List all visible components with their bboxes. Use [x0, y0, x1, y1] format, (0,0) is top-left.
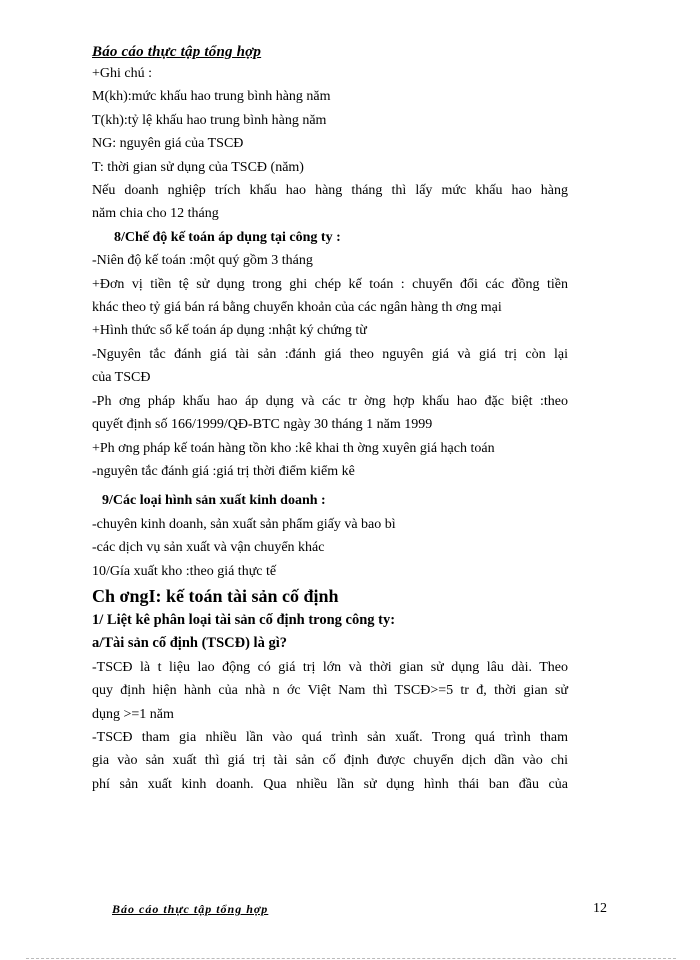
text-line: -Ph ơng pháp khấu hao áp dụng và các tr ờng hợp khấu hao đặc biệt :theo — [92, 393, 568, 409]
text-line: của TSCĐ — [92, 370, 151, 386]
text-line: -TSCĐ là t liệu lao động có giá trị lớn và thời gian sử dụng lâu dài. Theo — [92, 659, 568, 675]
text-line: quy định hiện hành của nhà n ớc Việt Nam thì TSCĐ>=5 tr đ, thời gian sử — [92, 683, 568, 699]
section-heading: 8/Chế độ kế toán áp dụng tại công ty : — [114, 229, 341, 245]
page-footer: Báo cáo thực tập tổng hợp — [112, 902, 269, 916]
page-number: 12 — [593, 901, 607, 916]
text-line: Nếu doanh nghiệp trích khấu hao hàng tháng thì lấy mức khấu hao hàng — [92, 183, 568, 199]
text-line: 10/Gía xuất kho :theo giá thực tế — [92, 563, 277, 579]
text-line: -TSCĐ tham gia nhiều lần vào quá trình sản xuất. Trong quá trình tham — [92, 729, 568, 745]
text-line: -Nguyên tắc đánh giá tài sản :đánh giá theo nguyên giá và giá trị còn lại — [92, 346, 568, 362]
text-line: quyết định số 166/1999/QĐ-BTC ngày 30 tháng 1 năm 1999 — [92, 417, 433, 433]
text-line: +Ghi chú : — [92, 66, 152, 81]
text-line: phí sản xuất kinh doanh. Qua nhiều lần sử dụng hình thái ban đầu của — [92, 776, 568, 792]
text-line: -nguyên tắc đánh giá :giá trị thời điểm kiểm kê — [92, 463, 355, 479]
section-heading: 1/ Liệt kê phân loại tài sản cố định trong công ty: — [92, 611, 396, 628]
section-heading: 9/Các loại hình sản xuất kinh doanh : — [102, 493, 326, 509]
text-line: dụng >=1 năm — [92, 706, 174, 722]
text-line: -các dịch vụ sản xuất và vận chuyển khác — [92, 540, 325, 556]
text-line: năm chia cho 12 tháng — [92, 206, 219, 222]
page-break-divider — [26, 958, 676, 959]
page-body — [92, 62, 568, 796]
text-line: +Ph ơng pháp kế toán hàng tồn kho :kê khai th ờng xuyên giá hạch toán — [92, 440, 495, 456]
text-line: gia vào sản xuất thì giá trị tài sản cố định được chuyển dịch dần vào chi — [92, 753, 568, 769]
section-heading: a/Tài sản cố định (TSCĐ) là gì? — [92, 635, 287, 652]
text-line: +Hình thức sổ kế toán áp dụng :nhật ký chứng từ — [92, 323, 367, 339]
text-line: NG: nguyên giá của TSCĐ — [92, 136, 244, 152]
text-line: -chuyên kinh doanh, sản xuất sản phẩm giấy và bao bì — [92, 516, 396, 532]
text-line: -Niên độ kế toán :một quý gồm 3 tháng — [92, 253, 313, 269]
text-line: +Đơn vị tiền tệ sử dụng trong ghi chép kế toán : chuyển đổi các đồng tiền — [92, 276, 568, 292]
chapter-heading: Ch ơngI: kế toán tài sản cố định — [92, 585, 339, 606]
page-header: Báo cáo thực tập tổng hợp — [92, 44, 262, 60]
text-line: M(kh):mức khấu hao trung bình hàng năm — [92, 89, 331, 105]
text-line: T: thời gian sử dụng của TSCĐ (năm) — [92, 159, 304, 175]
text-line: T(kh):tỷ lệ khấu hao trung bình hàng năm — [92, 112, 327, 128]
text-line: khác theo tỷ giá bán rá bằng chuyển khoản của các ngân hàng th ơng mại — [92, 300, 502, 316]
